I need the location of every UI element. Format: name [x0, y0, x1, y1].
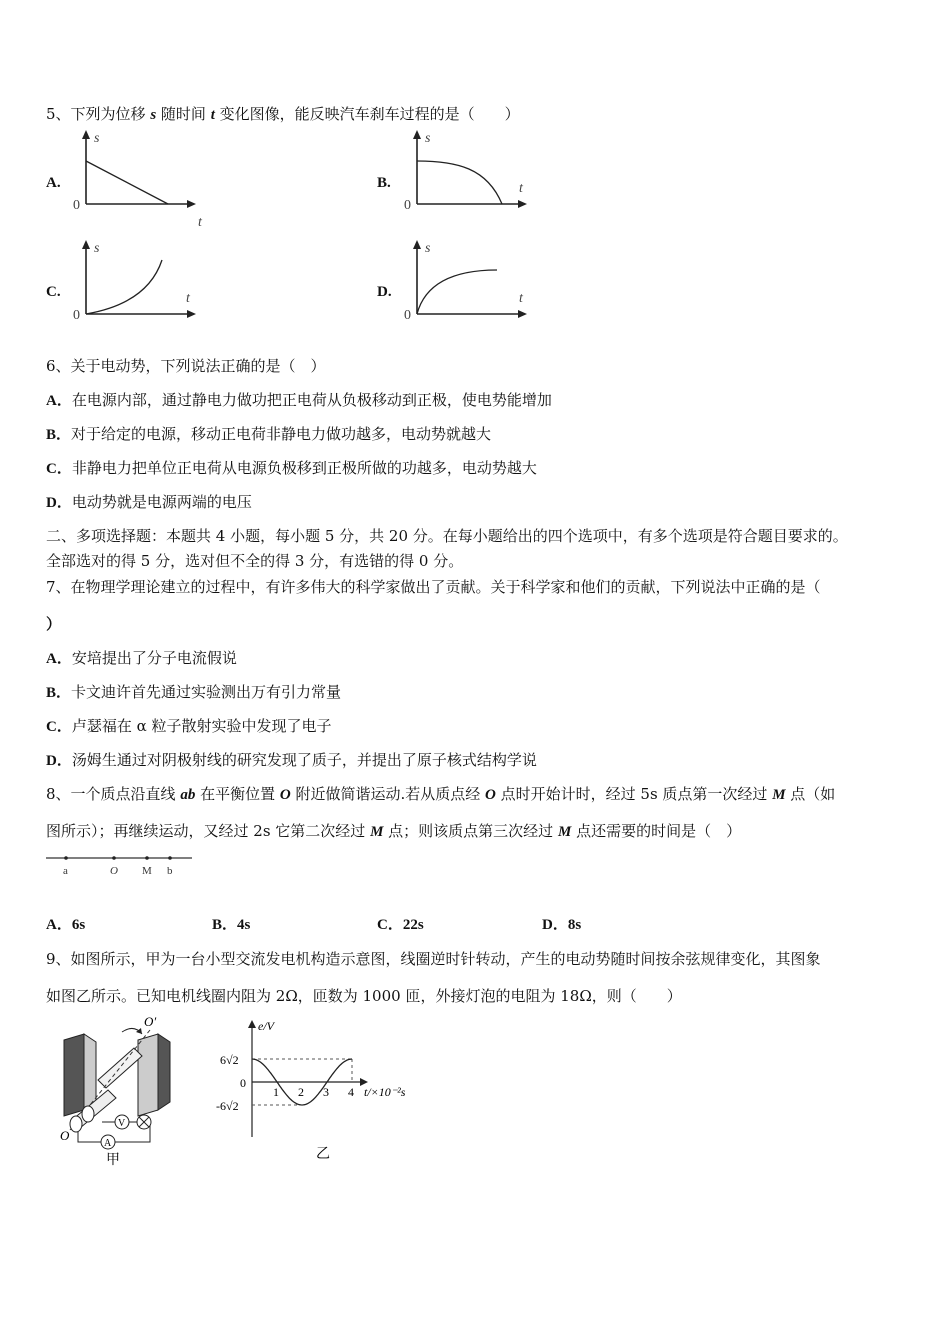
q5-option-d-label[interactable]: D. — [377, 284, 392, 300]
graph-a-xlabel: t — [198, 215, 202, 228]
q9-caption-yi: 乙 — [316, 1147, 330, 1162]
q8-label-o: O — [110, 865, 118, 877]
q8-option-d[interactable]: D．8s — [542, 917, 582, 933]
q8-line-figure — [46, 850, 196, 880]
q5-stem: 5、下列为位移 s 随时间 t 变化图像，能反映汽车刹车过程的是（ ） — [46, 105, 520, 123]
q5-graph-a — [66, 128, 216, 228]
q9-xtick-2: 2 — [298, 1085, 304, 1099]
graph-c-origin: 0 — [73, 308, 80, 323]
q9-ytick-neg: -6√2 — [216, 1099, 239, 1113]
q9-generator-figure — [50, 1012, 180, 1167]
q9-caption-jia: 甲 — [106, 1153, 120, 1167]
q5-graph-d — [397, 238, 547, 338]
graph-d-xlabel: t — [519, 291, 523, 306]
q8-label-b: b — [167, 865, 173, 877]
q5-option-a-label[interactable]: A. — [46, 175, 61, 191]
q9-ytick-zero: 0 — [240, 1076, 246, 1090]
q9-ytick-pos: 6√2 — [220, 1053, 239, 1067]
q8-stem-line1: 8、一个质点沿直线 ab 在平衡位置 O 附近做简谐运动.若从质点经 O 点时开始计时，经过 5s 质点第一次经过 M 点（如 — [46, 785, 836, 803]
q6-option-c[interactable]: C．非静电力把单位正电荷从电源负极移到正极所做的功越多，电动势越大 — [46, 459, 537, 477]
q6-stem: 6、关于电动势，下列说法正确的是（ ） — [46, 357, 326, 375]
q8-option-a[interactable]: A．6s — [46, 917, 86, 933]
graph-b-origin: 0 — [404, 198, 411, 213]
section2-heading-line2: 全部选对的得 5 分，选对但不全的得 3 分，有选错的得 0 分。 — [46, 552, 464, 570]
q9-stem-line2: 如图乙所示。已知电机线圈内阻为 2Ω，匝数为 1000 匝，外接灯泡的电阻为 18Ω，则（ ） — [46, 987, 682, 1005]
q9-xtick-3: 3 — [323, 1085, 329, 1099]
section2-heading-line1: 二、多项选择题：本题共 4 小题，每小题 5 分，共 20 分。在每小题给出的四个选项中，有多个选项是符合题目要求的。 — [46, 527, 848, 545]
q8-stem-line2: 图所示）；再继续运动，又经过 2s 它第二次经过 M 点；则该质点第三次经过 M 点还需要的时间是（ ） — [46, 822, 742, 840]
q9-xtick-4: 4 — [348, 1085, 354, 1099]
q9-axis-o-top: O′ — [144, 1014, 157, 1029]
q9-xtick-1: 1 — [273, 1085, 279, 1099]
q5-graph-c — [66, 238, 216, 338]
q8-option-c[interactable]: C．22s — [377, 917, 424, 933]
q9-axis-o-bottom: O — [60, 1128, 70, 1143]
q7-stem-line1: 7、在物理学理论建立的过程中，有许多伟大的科学家做出了贡献。关于科学家和他们的贡献，下列说法中正确的是（ — [46, 578, 821, 596]
graph-b-xlabel: t — [519, 181, 523, 196]
q6-option-a[interactable]: A．在电源内部，通过静电力做功把正电荷从负极移动到正极，使电势能增加 — [46, 391, 552, 409]
q9-emf-graph — [210, 1012, 440, 1167]
q8-option-b[interactable]: B．4s — [212, 917, 251, 933]
graph-c-curve — [86, 260, 162, 314]
q5-option-c-label[interactable]: C. — [46, 284, 61, 300]
graph-a-origin: 0 — [73, 198, 80, 213]
graph-c-xlabel: t — [186, 291, 190, 306]
graph-c-ylabel: s — [94, 241, 100, 256]
q8-label-a: a — [63, 865, 68, 877]
q7-option-b[interactable]: B．卡文迪许首先通过实验测出万有引力常量 — [46, 683, 342, 701]
q6-option-d[interactable]: D．电动势就是电源两端的电压 — [46, 493, 252, 511]
q7-option-d[interactable]: D．汤姆生通过对阴极射线的研究发现了质子，并提出了原子核式结构学说 — [46, 751, 537, 769]
graph-a-ylabel: s — [94, 131, 100, 146]
q5-graph-b — [397, 128, 547, 228]
q7-option-c[interactable]: C．卢瑟福在 α 粒子散射实验中发现了电子 — [46, 717, 332, 735]
graph-b-curve — [417, 161, 502, 204]
graph-a-line — [86, 161, 168, 204]
q9-graph-ylabel: e/V — [258, 1019, 274, 1033]
graph-d-curve — [417, 270, 497, 314]
graph-d-origin: 0 — [404, 308, 411, 323]
q9-voltmeter-label: V — [118, 1118, 126, 1129]
graph-b-ylabel: s — [425, 131, 431, 146]
q7-stem-line2: ） — [46, 615, 62, 633]
q6-option-b[interactable]: B．对于给定的电源，移动正电荷非静电力做功越多，电动势就越大 — [46, 425, 492, 443]
q7-option-a[interactable]: A．安培提出了分子电流假说 — [46, 649, 237, 667]
q8-label-m: M — [142, 865, 152, 877]
q5-option-b-label[interactable]: B. — [377, 175, 391, 191]
graph-d-ylabel: s — [425, 241, 431, 256]
q9-ammeter-label: A — [104, 1138, 112, 1149]
q9-graph-xlabel: t/×10⁻²s — [364, 1085, 406, 1099]
q9-stem-line1: 9、如图所示，甲为一台小型交流发电机构造示意图，线圈逆时针转动，产生的电动势随时间按余弦规律变化，其图象 — [46, 950, 821, 968]
